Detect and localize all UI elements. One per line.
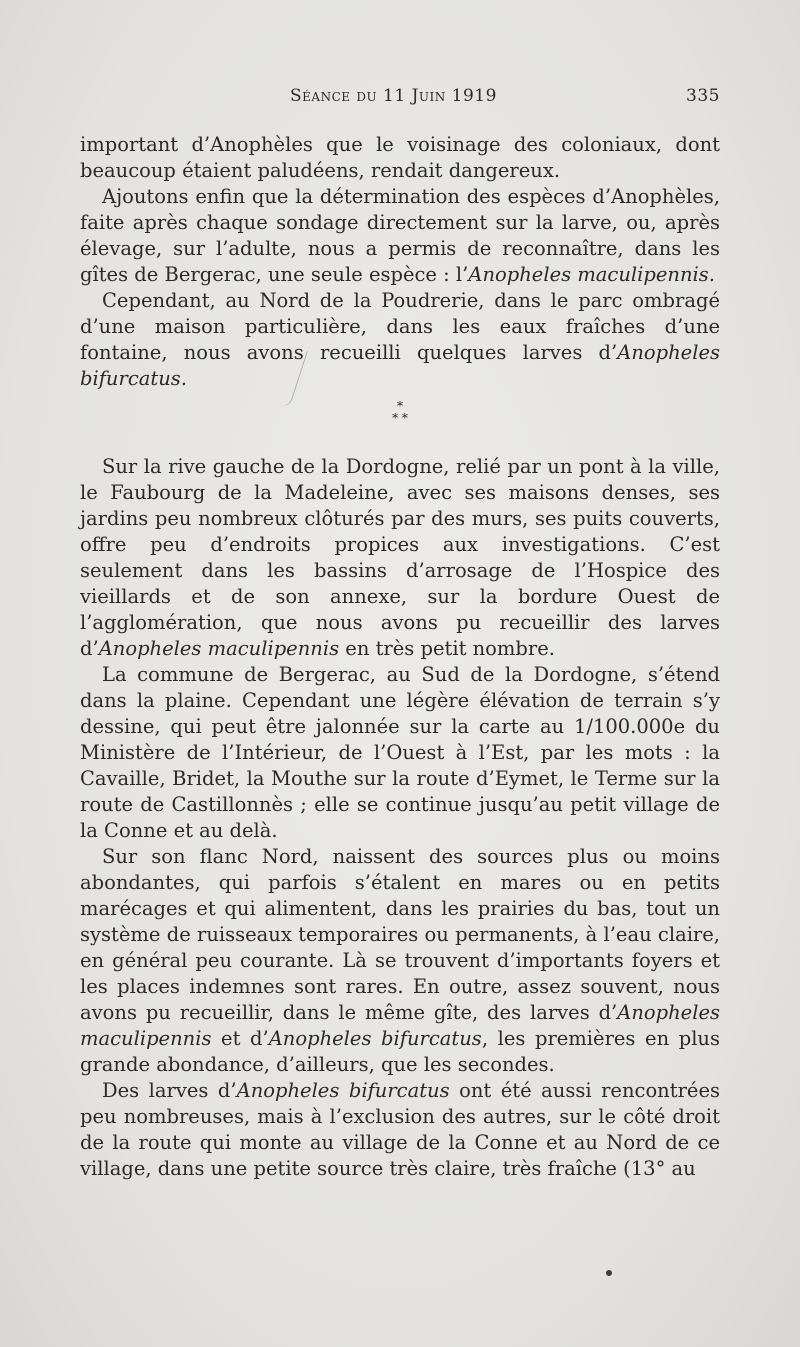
paragraph: Des larves d’Anopheles bifurcatus ont été aussi rencontrées peu nombreuses, mais à l’exclusion des autres, sur le côté droit de la route qui monte au village de la Conne et au Nord de ce village, dans une petite source très claire, très fraîche (13° au [80, 1079, 720, 1180]
paragraph: important d’Anophèles que le voisinage des coloniaux, dont beaucoup étaient paludéens, rendait dangereux. [80, 133, 720, 182]
paragraph: Sur la rive gauche de la Dordogne, relié par un pont à la ville, le Faubourg de la Madeleine, avec ses maisons denses, ses jardins peu nombreux clôturés par des murs, ses puits couverts, offre peu d’endroits propices aux investigations. C’est seulement dans les bassins d’arrosage de l’Hospice des vieillards et de son annexe, sur la bordure Ouest de l’agglomération, que nous avons pu recueillir des larves d’Anopheles maculipennis en très petit nombre. [80, 455, 720, 660]
paragraph: Ajoutons enfin que la détermination des espèces d’Anophèles, faite après chaque sondage directement sur la larve, ou, après élevage, sur l’adulte, nous a permis de reconnaître, dans les gîtes de Bergerac, une seule espèce : l’Anopheles maculipennis. [80, 185, 720, 286]
page-number: 335 [686, 86, 720, 106]
section-separator [380, 400, 420, 430]
paragraph: Sur son flanc Nord, naissent des sources plus ou moins abondantes, qui parfois s’étalent en mares ou en petits marécages et qui alimentent, dans les prairies du bas, tout un système de ruisseaux temporaires ou permanents, à l’eau claire, en général peu courante. Là se trouvent d’importants foyers et les places indemnes sont rares. En outre, assez souvent, nous avons pu recueillir, dans le même gîte, des larves d’Anopheles maculipennis et d’Anopheles bifurcatus, les premières en plus grande abondance, d’ailleurs, que les secondes. [80, 845, 720, 1076]
species-name: Anopheles maculipennis [98, 637, 340, 660]
separator-star: * [397, 399, 403, 413]
species-name: Anopheles bifurcatus [268, 1027, 482, 1050]
text-section-2 [80, 454, 720, 1182]
text-section-1 [80, 132, 720, 392]
paragraph: La commune de Bergerac, au Sud de la Dordogne, s’étend dans la plaine. Cependant une légère élévation de terrain s’y dessine, qui peut être jalonnée sur la carte au 1/100.000e du Ministère de l’Intérieur, de l’Ouest à l’Est, par les mots : la Cavaille, Bridet, la Mouthe sur la route d’Eymet, le Terme sur la route de Castillonnès ; elle se continue jusqu’au petit village de la Conne et au delà. [80, 663, 720, 842]
species-name: Anopheles maculipennis. [468, 263, 715, 286]
species-name: Anopheles bifurcatus [236, 1079, 450, 1102]
separator-stars: * * [392, 411, 408, 425]
ink-dot [606, 1270, 612, 1276]
header-title: Séance du 11 Juin 1919 [290, 86, 497, 106]
running-header [80, 86, 720, 110]
species-name: Anopheles bifurcatus. [80, 341, 720, 390]
paragraph: Cependant, au Nord de la Poudrerie, dans le parc ombragé d’une maison particulière, dans les eaux fraîches d’une fontaine, nous avons recueilli quelques larves d’Anopheles bifurcatus. [80, 289, 720, 390]
species-name: Anopheles maculipennis [80, 1001, 720, 1050]
